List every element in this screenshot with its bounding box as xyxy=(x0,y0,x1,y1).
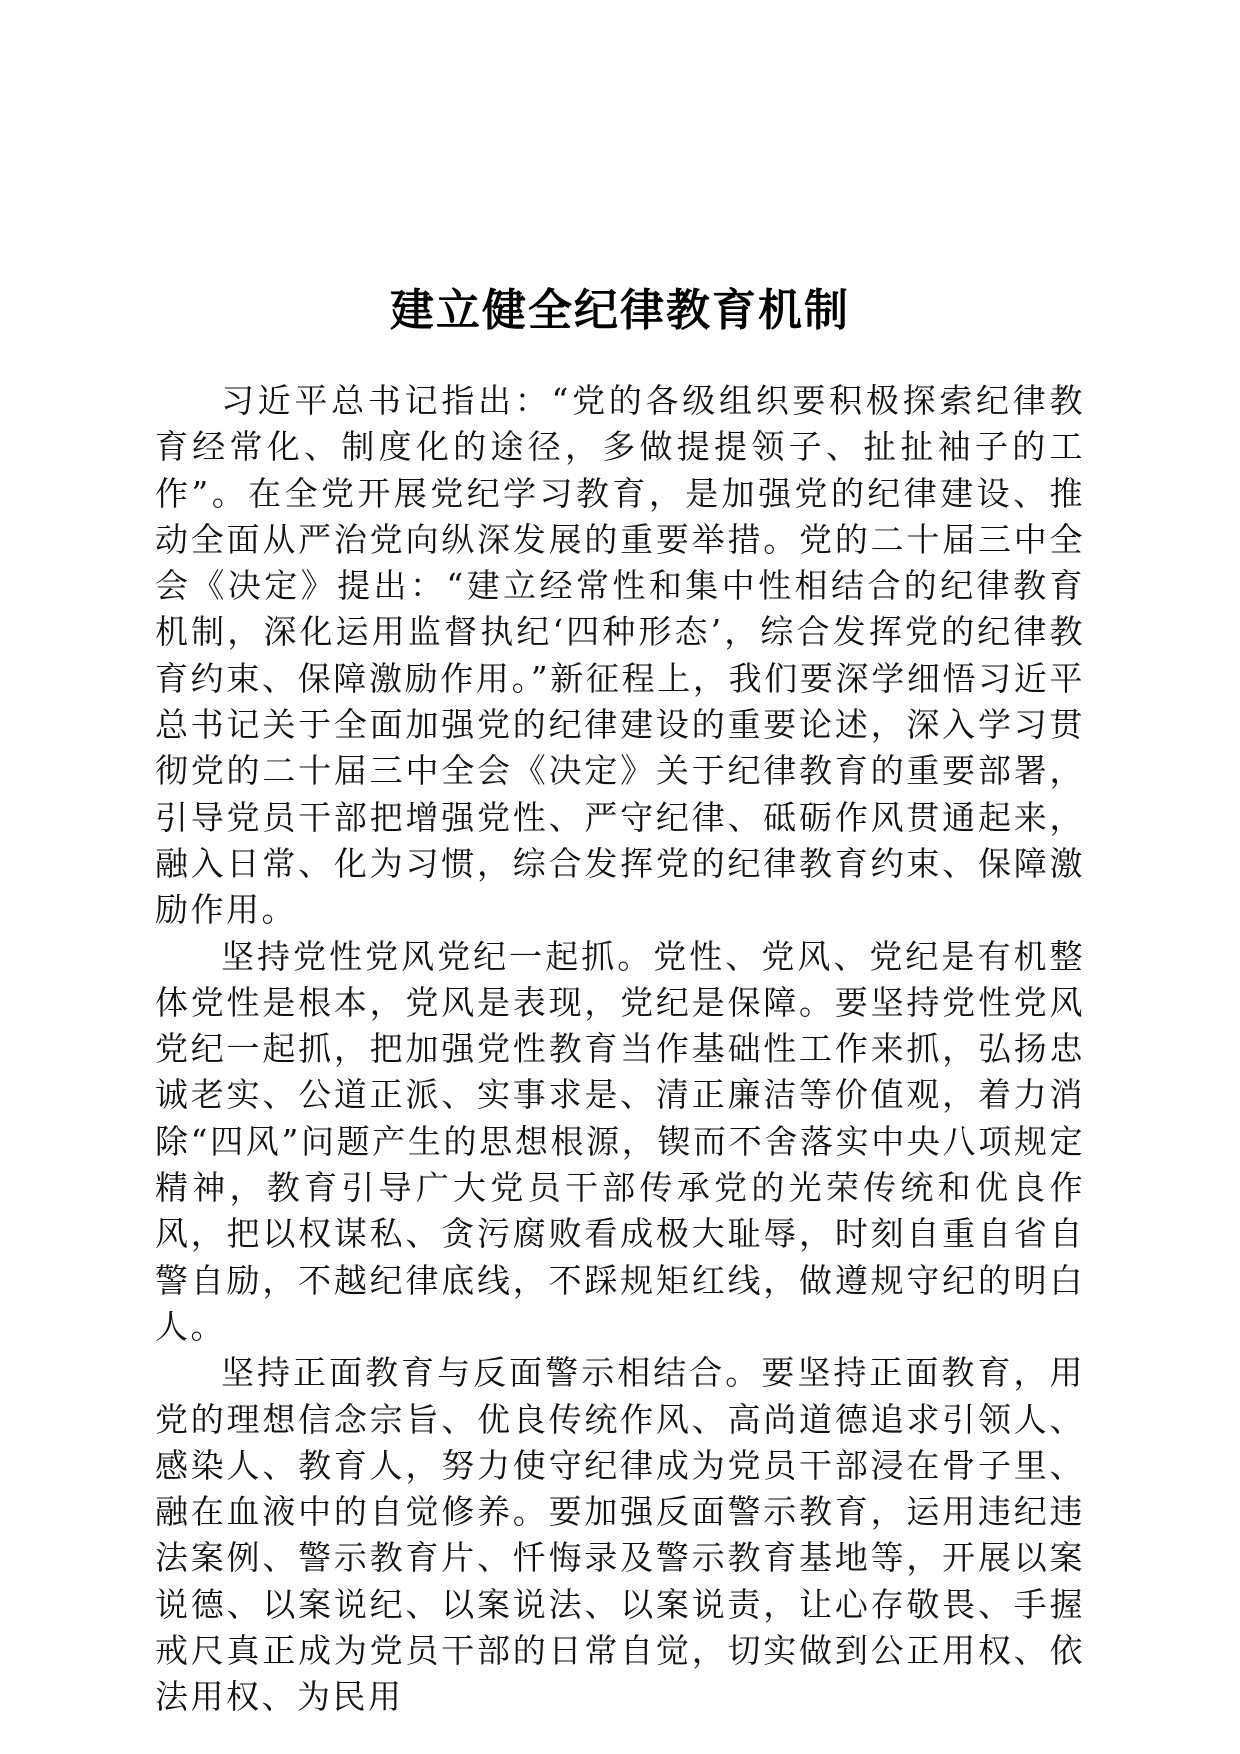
paragraph: 坚持党性党风党纪一起抓。党性、党风、党纪是有机整体党性是根本，党风是表现，党纪是保障。要坚持党性党风党纪一起抓，把加强党性教育当作基础性工作来抓，弘扬忠诚老实、公道正派、实事求是、清正廉洁等价值观，着力消除“四风”问题产生的思想根源，锲而不舍落实中央八项规定精神，教育引导广大党员干部传承党的光荣传统和优良作风，把以权谋私、贪污腐败看成极大耻辱，时刻自重自省自警自励，不越纪律底线，不踩规矩红线，做遵规守纪的明白人。 xyxy=(155,936,1085,1346)
document-body xyxy=(155,378,1085,1721)
paragraph: 坚持正面教育与反面警示相结合。要坚持正面教育，用党的理想信念宗旨、优良传统作风、高尚道德追求引领人、感染人、教育人，努力使守纪律成为党员干部浸在骨子里、融在血液中的自觉修养。要加强反面警示教育，运用违纪违法案例、警示教育片、忏悔录及警示教育基地等，开展以案说德、以案说纪、以案说法、以案说责，让心存敬畏、手握戒尺真正成为党员干部的日常自觉，切实做到公正用权、依法用权、为民用 xyxy=(155,1353,1085,1717)
document-title: 建立健全纪律教育机制 xyxy=(390,285,850,337)
paragraph: 习近平总书记指出：“党的各级组织要积极探索纪律教育经常化、制度化的途径，多做提提领子、扯扯袖子的工作”。在全党开展党纪学习教育，是加强党的纪律建设、推动全面从严治党向纵深发展的重要举措。党的二十届三中全会《决定》提出：“建立经常性和集中性相结合的纪律教育机制，深化运用监督执纪‘四种形态’，综合发挥党的纪律教育约束、保障激励作用。”新征程上，我们要深学细悟习近平总书记关于全面加强党的纪律建设的重要论述，深入学习贯彻党的二十届三中全会《决定》关于纪律教育的重要部署，引导党员干部把增强党性、严守纪律、砥砺作风贯通起来，融入日常、化为习惯，综合发挥党的纪律教育约束、保障激励作用。 xyxy=(155,381,1085,930)
